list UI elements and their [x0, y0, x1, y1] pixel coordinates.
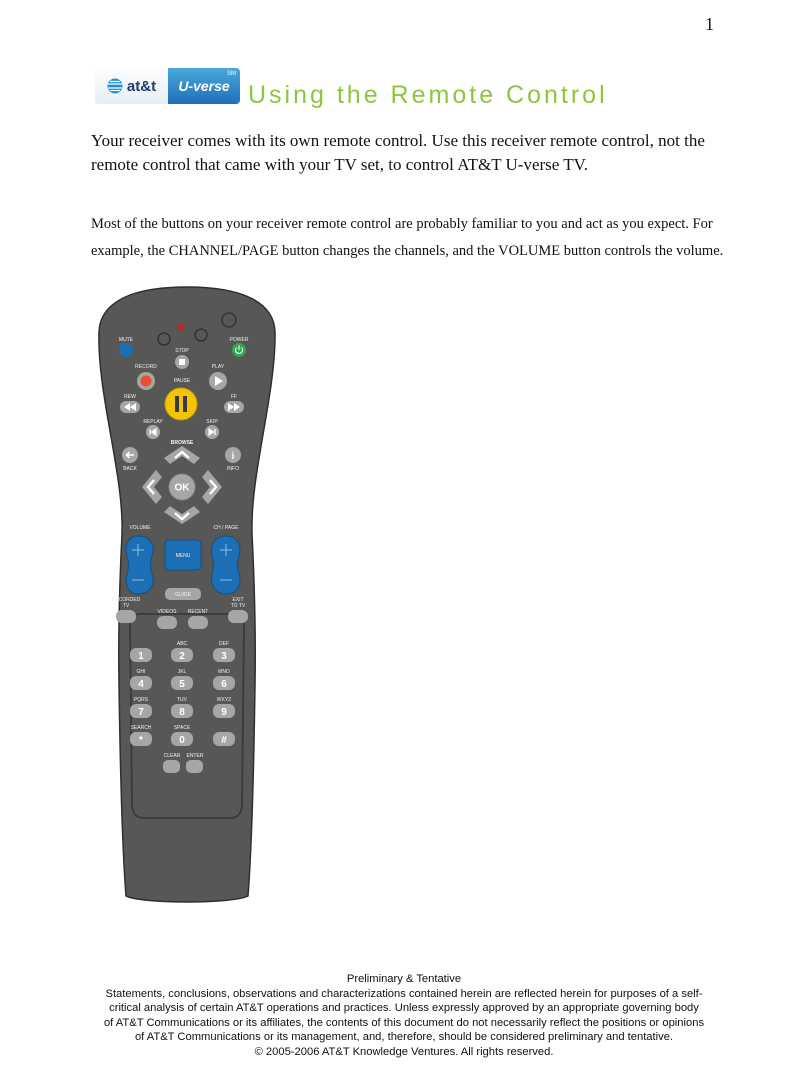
key-7-label: 7	[138, 707, 144, 718]
att-globe-icon	[107, 78, 123, 94]
recorded-tv-label-1: RECORDED	[111, 597, 141, 603]
stop-label: STOP	[175, 348, 189, 354]
footer-disclaimer-line: Statements, conclusions, observations and characterizations contained herein are reflected herein for purposes of a self-	[105, 987, 703, 1000]
stop-icon	[179, 359, 185, 365]
intro-paragraph: Your receiver comes with its own remote control. Use this receiver remote control, not the remote control that came with your TV set, to control AT&T U-verse TV.	[91, 131, 705, 174]
ff-label: FF	[230, 394, 238, 400]
att-uverse-logo	[95, 68, 240, 104]
jkl-label: JKL	[177, 669, 187, 675]
pqrs-label: PQRS	[133, 697, 149, 703]
key-1-label: 1	[138, 651, 144, 662]
info-label: INFO	[227, 466, 239, 472]
key-3-label: 3	[221, 651, 227, 662]
key-9-label: 9	[221, 707, 227, 718]
key-star-label: *	[139, 735, 143, 746]
ghi-label: GHI	[136, 669, 146, 675]
record-label: RECORD	[135, 364, 157, 370]
remote-control-illustration	[92, 284, 282, 909]
page-number: 1	[705, 14, 714, 34]
back-label: BACK	[123, 466, 137, 472]
ch-page-label: CH / PAGE	[213, 525, 239, 531]
key-6-label: 6	[221, 679, 227, 690]
menu-label: MENU	[175, 553, 191, 559]
replay-label: REPLAY	[143, 419, 163, 425]
recent-button[interactable]	[188, 616, 208, 629]
pause-button[interactable]	[165, 388, 197, 420]
videos-label: VIDEOS	[157, 609, 177, 615]
exit-label-1: EXIT	[232, 597, 244, 603]
exit-label-2: TO TV	[230, 603, 246, 609]
pause-label: PAUSE	[173, 378, 191, 384]
skip-label: SKIP	[206, 419, 218, 425]
uverse-wordmark: U-verse	[178, 78, 230, 94]
recorded-tv-button[interactable]	[116, 610, 136, 623]
key-0-label: 0	[179, 735, 185, 746]
recorded-tv-label-2: TV	[122, 603, 130, 609]
clear-label: CLEAR	[163, 753, 181, 759]
pause-icon-bar-right	[183, 396, 187, 412]
key-4-label: 4	[138, 679, 144, 690]
ok-label: OK	[174, 482, 190, 494]
enter-label: ENTER	[186, 753, 204, 759]
abc-label: ABC	[176, 641, 188, 647]
page-title: Using the Remote Control	[248, 81, 608, 109]
guide-label: GUIDE	[175, 592, 191, 598]
space-label: SPACE	[173, 725, 191, 731]
power-label: POWER	[229, 337, 249, 343]
att-logo	[95, 68, 168, 104]
search-label: SEARCH	[130, 725, 152, 731]
pause-icon-bar-left	[175, 396, 179, 412]
att-wordmark: at&t	[126, 77, 157, 95]
tuv-label: TUV	[177, 697, 187, 703]
rew-label: REW	[124, 394, 136, 400]
key-2-label: 2	[179, 651, 185, 662]
enter-button[interactable]	[186, 760, 203, 773]
recent-label: RECENT	[187, 609, 209, 615]
mute-label: MUTE	[118, 337, 134, 343]
wxyz-label: WXYZ	[216, 697, 232, 703]
remote-control-svg	[92, 284, 282, 909]
footer-disclaimer-line: of AT&T Communications or its management, and, therefore, should be considered preliminary and tentative.	[134, 1031, 674, 1044]
browse-label: BROWSE	[170, 440, 194, 446]
mno-label: MNO	[218, 669, 230, 675]
def-label: DEF	[219, 641, 229, 647]
footer-disclaimer-line: of AT&T Communications or its affiliates, the contents of this document do not necessarily reflect the positions or opinions	[103, 1016, 705, 1029]
exit-to-tv-button[interactable]	[228, 610, 248, 623]
body-paragraph: Most of the buttons on your receiver remote control are probably familiar to you and act as you expect. For example, the CHANNEL/PAGE button changes the channels, and the VOLUME button controls the volume.	[91, 216, 724, 259]
record-icon	[141, 376, 152, 387]
videos-button[interactable]	[157, 616, 177, 629]
uverse-logo	[168, 68, 240, 104]
footer-disclaimer-line: critical analysis of certain AT&T operations and practices. Unless expressly approved by an appropriate governing body	[109, 1002, 699, 1015]
play-label: PLAY	[211, 364, 225, 370]
key-hash-label: #	[221, 735, 227, 746]
service-mark: SM	[227, 71, 236, 77]
footer	[0, 972, 808, 1060]
mute-button[interactable]	[119, 343, 133, 357]
led-indicator	[178, 324, 184, 330]
clear-button[interactable]	[163, 760, 180, 773]
volume-rocker[interactable]	[126, 536, 153, 594]
footer-copyright: © 2005-2006 AT&T Knowledge Ventures. All rights reserved.	[254, 1045, 554, 1058]
volume-label: VOLUME	[129, 525, 151, 531]
key-8-label: 8	[179, 707, 185, 718]
footer-heading: Preliminary & Tentative	[346, 973, 462, 985]
info-icon: i	[231, 451, 235, 462]
key-5-label: 5	[179, 679, 185, 690]
